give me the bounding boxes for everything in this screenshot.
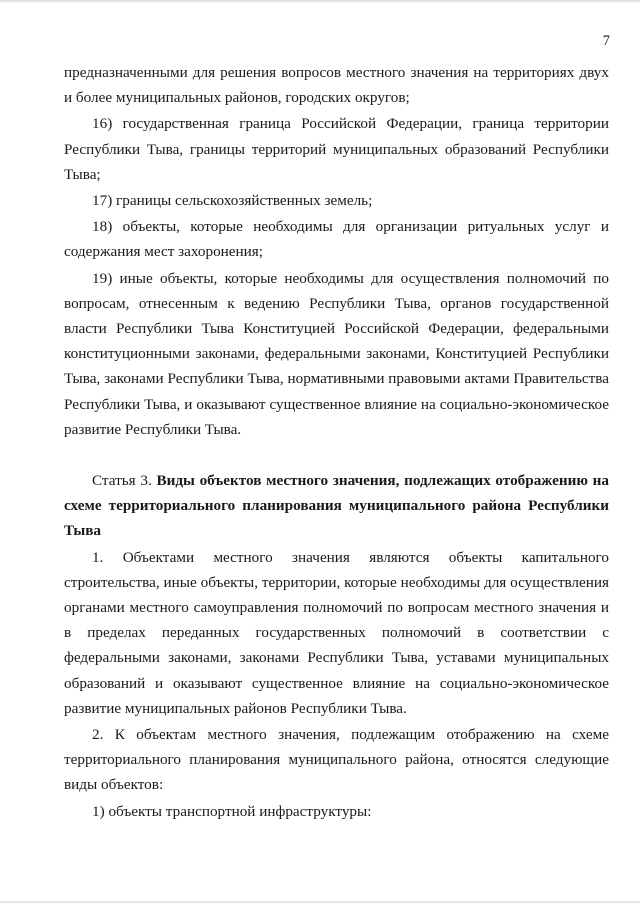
article-item-1: 1. Объектами местного значения являются объекты капитального строительства, иные объекты, территории, которые необходимы для осуществления органами местного самоуправления полномочий по вопросам местного значения и в пределах переданных государственных полномочий в соответствии с федеральными законами, законами Республики Тыва, уставами муниципальных образований и оказывают существенное влияние на социально-экономическое развитие муниципальных районов Республики Тыва. <box>64 548 609 717</box>
list-item-16: 16) государственная граница Российской Федерации, граница территории Республики Тыва, границы территорий муниципальных образований Республики Тыва; <box>64 115 609 183</box>
article-title: Виды объектов местного значения, подлежащих отображению на схеме территориального планирования муниципального района Республики Тыва <box>64 472 609 540</box>
page-number: 7 <box>602 33 610 49</box>
article-subitem-1: 1) объекты транспортной инфраструктуры: <box>92 802 372 820</box>
scan-edge-top <box>0 0 640 3</box>
article-heading <box>64 468 609 544</box>
article-item-2: 2. К объектам местного значения, подлежащим отображению на схеме территориального планирования муниципального района, относятся следующие виды объектов: <box>64 726 609 794</box>
list-item-19: 19) иные объекты, которые необходимы для осуществления полномочий по вопросам, отнесенным к ведению Республики Тыва, органов государственной власти Республики Тыва Конституцией Российской Федерации, федеральными конституционными законами, федеральными законами, Конституцией Республики Тыва, законами Республики Тыва, нормативными правовыми актами Правительства Республики Тыва, и оказывают существенное влияние на социально-экономическое развитие Республики Тыва. <box>64 269 609 438</box>
article-prefix: Статья 3. <box>92 472 157 490</box>
list-item-17: 17) границы сельскохозяйственных земель; <box>92 192 373 210</box>
paragraph-continuation: предназначенными для решения вопросов местного значения на территориях двух и более муниципальных районов, городских округов; <box>64 64 609 107</box>
list-item-18: 18) объекты, которые необходимы для организации ритуальных услуг и содержания мест захоронения; <box>64 218 609 261</box>
document-body <box>64 60 609 824</box>
